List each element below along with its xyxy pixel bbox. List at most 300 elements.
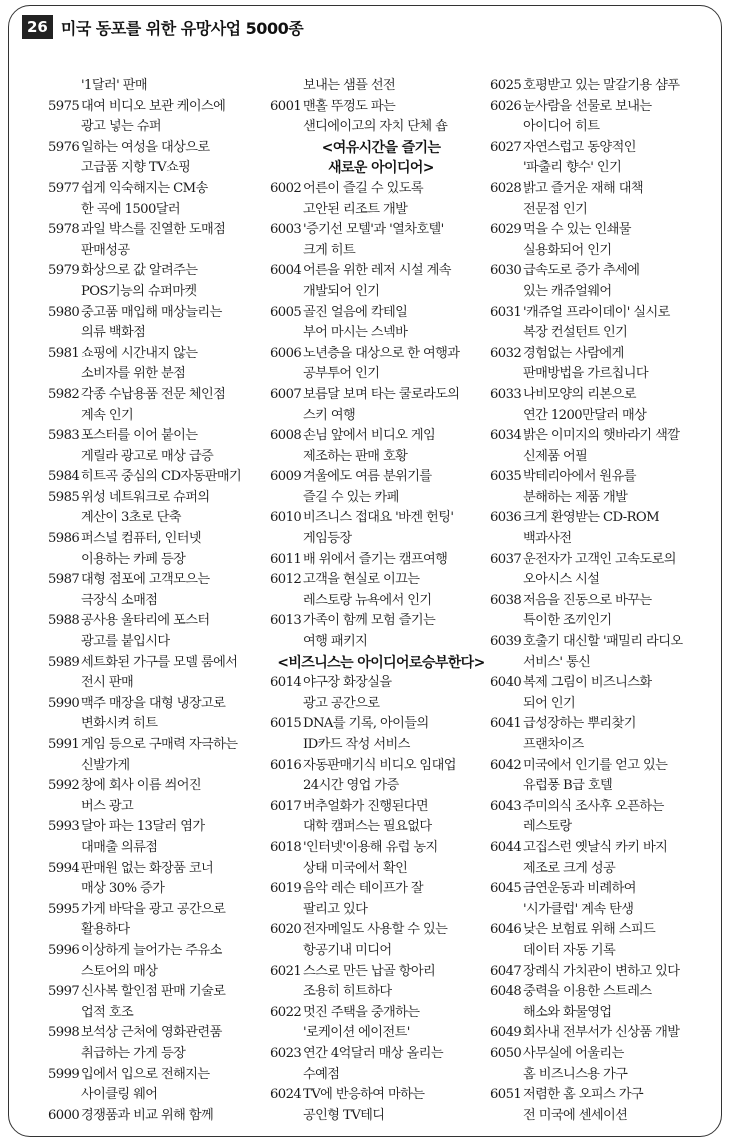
- item-number: 6038: [490, 592, 522, 608]
- list-item: [48, 179, 270, 200]
- list-item: [48, 488, 270, 509]
- item-title: 겨울에도 여름 분위기를: [303, 469, 432, 485]
- list-item: [490, 385, 722, 406]
- list-item: [270, 261, 492, 282]
- item-title: '인터넷'이용해 유럽 농지: [303, 839, 438, 855]
- list-item: [270, 838, 492, 859]
- item-continuation: POS기능의 슈퍼마켓: [81, 283, 197, 299]
- item-number: 5981: [48, 345, 80, 361]
- item-title: 노년층을 대상으로 한 여행과: [303, 345, 460, 361]
- item-continuation: 수예점: [303, 1066, 340, 1082]
- item-title: 전자메일도 사용할 수 있는: [303, 922, 448, 938]
- item-number: 5985: [48, 489, 80, 505]
- item-number: 6002: [270, 180, 302, 196]
- item-title: 장례식 가치관이 변하고 있다: [523, 963, 680, 979]
- item-continuation: '파출리 향수' 인기: [523, 160, 622, 176]
- item-continuation: 데이터 자동 기록: [523, 942, 616, 958]
- item-number: 5976: [48, 139, 80, 155]
- item-continuation: 개발되어 인기: [303, 283, 380, 299]
- item-continuation: 아이디어 히트: [523, 119, 600, 135]
- list-item: [270, 97, 492, 118]
- item-title: 밝은 이미지의 햇바라기 색깔: [523, 428, 680, 444]
- item-continuation: '로케이션 에이전트': [303, 1025, 410, 1041]
- item-continuation: 프랜차이즈: [523, 737, 584, 752]
- item-number: 6026: [490, 98, 522, 114]
- item-title: 쉽게 익숙해지는 CM송: [81, 180, 208, 196]
- item-number: 6033: [490, 386, 522, 402]
- list-item: [490, 982, 722, 1003]
- item-title: 박테리아에서 원유를: [523, 469, 636, 485]
- item-number: 6051: [490, 1087, 522, 1103]
- item-title: 맨홀 뚜껑도 파는: [303, 98, 396, 114]
- item-title: 먹을 수 있는 인쇄물: [523, 222, 631, 238]
- item-title: 주미의식 조사후 오픈하는: [523, 798, 664, 814]
- list-item: [490, 1044, 722, 1065]
- list-item: [270, 220, 492, 241]
- list-item: [490, 920, 722, 941]
- item-continuation: 샌디에이고의 자치 단체 숍: [303, 119, 448, 135]
- item-continuation: 게임등장: [303, 531, 352, 547]
- item-title: 일하는 여성을 대상으로: [81, 139, 210, 155]
- item-title: 중고품 매입해 매상늘리는: [81, 304, 222, 320]
- item-number: 5980: [48, 304, 80, 320]
- item-title: 사무실에 어울리는: [523, 1045, 624, 1061]
- item-number: 6037: [490, 551, 522, 567]
- item-number: 6007: [270, 386, 302, 402]
- list-item: [270, 550, 492, 571]
- item-continuation: 극장식 소매점: [81, 592, 158, 608]
- item-number: 6048: [490, 984, 522, 1000]
- item-continuation: 제조로 크게 성공: [523, 860, 616, 876]
- item-title: 저음을 진동으로 바꾸는: [523, 592, 652, 608]
- item-number: 6021: [270, 963, 302, 979]
- item-continuation: 업적 호조: [81, 1004, 134, 1020]
- item-title: 고집스런 옛날식 카키 바지: [523, 839, 668, 855]
- item-title: 미국에서 인기를 얻고 있는: [523, 757, 668, 773]
- list-item: [490, 97, 722, 118]
- list-item: [490, 632, 722, 653]
- item-continuation: 매상 30% 증가: [81, 881, 165, 897]
- item-continuation: '시가클럽' 계속 탄생: [523, 901, 634, 917]
- list-item: [270, 508, 492, 529]
- item-number: 6016: [270, 757, 302, 773]
- item-title: 밝고 즐거운 재해 대책: [523, 180, 644, 196]
- list-item: [490, 261, 722, 282]
- item-number: 6036: [490, 510, 522, 526]
- list-item: [490, 673, 722, 694]
- list-item: [270, 673, 492, 694]
- item-number: 6008: [270, 428, 302, 444]
- item-continuation: 전문점 인기: [523, 201, 588, 217]
- item-title: 세트화된 가구를 모델 룸에서: [81, 654, 238, 670]
- item-continuation: 즐길 수 있는 카페: [303, 489, 399, 505]
- item-number: 6042: [490, 757, 522, 773]
- list-item: [490, 756, 722, 777]
- item-number: 6010: [270, 510, 302, 526]
- list-item: [270, 611, 492, 632]
- list-item: [48, 344, 270, 365]
- item-continuation: 서비스' 통신: [523, 654, 591, 670]
- page-number: 26: [22, 15, 53, 39]
- item-title: 호출기 대신할 '패밀리 라디오: [523, 634, 683, 650]
- item-continuation: 공부투어 인기: [303, 366, 380, 382]
- item-title: 퍼스널 컴퓨터, 인터넷: [81, 531, 202, 547]
- item-continuation: 사이클링 웨어: [81, 1087, 158, 1103]
- list-item: [270, 1003, 492, 1024]
- item-continuation: 해소와 화물영업: [523, 1004, 612, 1020]
- item-continuation: 상태 미국에서 확인: [303, 860, 408, 876]
- item-continuation: 여행 패키지: [303, 634, 368, 650]
- item-title: 달아 파는 13달러 염가: [81, 819, 205, 835]
- item-continuation: 팔리고 있다: [303, 901, 368, 917]
- item-continuation: 유럽풍 B급 호텔: [523, 778, 613, 794]
- list-item: [48, 138, 270, 159]
- item-number: 6018: [270, 839, 302, 855]
- item-number: 5996: [48, 942, 80, 958]
- item-number: 5995: [48, 901, 80, 917]
- item-number: 6034: [490, 428, 522, 444]
- item-continuation: 광고를 붙입시다: [81, 634, 170, 650]
- list-item: [490, 138, 722, 159]
- item-title: 골진 얼음에 칵테일: [303, 304, 408, 320]
- item-title: 입에서 입으로 전해지는: [81, 1066, 210, 1082]
- item-title: 낮은 보험료 위해 스피드: [523, 922, 656, 938]
- item-continuation: '1달러' 판매: [81, 78, 147, 93]
- item-number: 6025: [490, 78, 522, 93]
- page-header: [22, 14, 303, 40]
- item-number: 6005: [270, 304, 302, 320]
- item-number: 6032: [490, 345, 522, 361]
- item-continuation: 활용하다: [81, 922, 130, 938]
- item-number: 5988: [48, 613, 80, 629]
- item-title: 히트곡 중심의 CD자동판매기: [81, 469, 242, 485]
- item-number: 6000: [48, 1107, 80, 1123]
- item-number: 5993: [48, 819, 80, 835]
- list-item: [48, 570, 270, 591]
- item-number: 6043: [490, 798, 522, 814]
- item-continuation: 고급품 지향 TV쇼핑: [81, 160, 191, 176]
- item-title: 각종 수납용품 전문 체인점: [81, 386, 226, 402]
- list-item: [490, 714, 722, 735]
- item-continuation: 특이한 조끼인기: [523, 613, 612, 629]
- item-continuation: 공인형 TV테디: [303, 1107, 385, 1123]
- item-continuation: 대매출 의류점: [81, 839, 158, 855]
- list-item: [270, 756, 492, 777]
- list-item: [490, 550, 722, 571]
- list-item: [490, 344, 722, 365]
- item-title: 손님 앞에서 비디오 게임: [303, 428, 436, 444]
- item-title: 저렴한 홈 오피스 가구: [523, 1087, 644, 1103]
- item-number: 5998: [48, 1025, 80, 1041]
- item-title: 가족이 함께 모험 즐기는: [303, 613, 436, 629]
- item-continuation: 변화시켜 히트: [81, 716, 158, 732]
- item-title: 공사용 울타리에 포스터: [81, 613, 210, 629]
- list-item: [490, 76, 722, 97]
- list-item: [48, 900, 270, 921]
- list-item: [48, 694, 270, 715]
- item-number: 5983: [48, 428, 80, 444]
- list-item: [48, 817, 270, 838]
- item-number: 6006: [270, 345, 302, 361]
- item-continuation: 백과사전: [523, 531, 572, 547]
- item-title: 음악 레슨 테이프가 잘: [303, 881, 424, 897]
- item-title: 나비모양의 리본으로: [523, 386, 636, 402]
- section-heading: <비즈니스는 아이디어로승부한다>: [277, 654, 485, 671]
- item-title: 자연스럽고 동양적인: [523, 139, 636, 155]
- item-continuation: 소비자를 위한 분점: [81, 366, 186, 382]
- item-number: 5989: [48, 654, 80, 670]
- item-title: 창에 회사 이름 씌어진: [81, 778, 202, 794]
- list-item: [48, 220, 270, 241]
- item-title: 가게 바닥을 광고 공간으로: [81, 901, 226, 917]
- list-item: [490, 1085, 722, 1106]
- item-continuation: 있는 캐쥬얼웨어: [523, 283, 612, 299]
- item-continuation: ID카드 작성 서비스: [303, 737, 410, 752]
- item-number: 6004: [270, 263, 302, 279]
- item-continuation: 되어 인기: [523, 695, 576, 711]
- item-number: 5992: [48, 778, 80, 794]
- item-title: 게임 등으로 구매력 자극하는: [81, 737, 238, 752]
- list-item: [490, 879, 722, 900]
- item-number: 6044: [490, 839, 522, 855]
- item-title: 위성 네트워크로 슈퍼의: [81, 489, 210, 505]
- item-title: 대형 점포에 고객모으는: [81, 572, 210, 588]
- list-item: [48, 1106, 270, 1127]
- item-title: '증기선 모텔'과 '열차호텔': [303, 222, 444, 238]
- item-title: 과일 박스를 진열한 도매점: [81, 222, 226, 238]
- item-number: 6020: [270, 922, 302, 938]
- item-number: 6014: [270, 675, 302, 691]
- list-item: [270, 714, 492, 735]
- list-item: [490, 179, 722, 200]
- list-item: [490, 508, 722, 529]
- item-continuation: 버스 광고: [81, 798, 134, 814]
- item-continuation: 24시간 영업 가증: [303, 778, 399, 794]
- item-continuation: 스토어의 매상: [81, 963, 158, 979]
- item-title: 멋진 주택을 중개하는: [303, 1004, 420, 1020]
- item-title: 배 위에서 즐기는 캠프여행: [303, 551, 448, 567]
- item-title: 금연운동과 비례하여: [523, 881, 636, 897]
- item-continuation: 신발가게: [81, 757, 130, 773]
- list-item: [48, 97, 270, 118]
- list-item: [270, 1085, 492, 1106]
- item-continuation: 한 곡에 1500달러: [81, 201, 181, 217]
- item-continuation: 광고 공간으로: [303, 695, 380, 711]
- item-number: 6041: [490, 716, 522, 732]
- item-number: 6019: [270, 881, 302, 897]
- item-title: 보름달 보며 타는 쿨로라도의: [303, 386, 460, 402]
- item-continuation: 복장 컨설턴트 인기: [523, 325, 628, 341]
- list-item: [270, 426, 492, 447]
- item-title: DNA를 기록, 아이들의: [303, 716, 429, 732]
- item-number: 6011: [270, 551, 302, 567]
- item-number: 6046: [490, 922, 522, 938]
- list-item: [48, 1065, 270, 1086]
- item-continuation: 계산이 3초로 단축: [81, 510, 181, 526]
- item-continuation: 게릴라 광고로 매상 급증: [81, 448, 214, 464]
- list-item: [490, 1023, 722, 1044]
- item-number: 5997: [48, 984, 80, 1000]
- column-right: [490, 76, 722, 1126]
- list-item: [270, 344, 492, 365]
- book-title: 미국 동포를 위한 유망사업 5000종: [60, 18, 304, 38]
- list-item: [490, 797, 722, 818]
- list-item: [270, 303, 492, 324]
- item-continuation: 광고 넣는 슈퍼: [81, 119, 162, 135]
- item-number: 5994: [48, 860, 80, 876]
- item-number: 6045: [490, 881, 522, 897]
- item-title: 야구장 화장실을: [303, 675, 392, 691]
- item-continuation: 전시 판매: [81, 675, 134, 691]
- item-title: 고객을 현실로 이끄는: [303, 572, 420, 588]
- item-continuation: 부어 마시는 스넥바: [303, 325, 408, 341]
- item-number: 6024: [270, 1087, 302, 1103]
- item-number: 5986: [48, 531, 80, 547]
- item-title: 이상하게 늘어가는 주유소: [81, 942, 222, 958]
- item-title: 신사복 할인점 판매 기술로: [81, 984, 226, 1000]
- item-continuation: 제조하는 판매 호황: [303, 448, 408, 464]
- item-title: 판매원 없는 화장품 코너: [81, 860, 214, 876]
- list-item: [270, 385, 492, 406]
- item-continuation: 크게 히트: [303, 242, 356, 258]
- item-number: 6001: [270, 98, 302, 114]
- item-continuation: 보내는 샘플 선전: [303, 78, 396, 93]
- item-title: 맥주 매장을 대형 냉장고로: [81, 695, 226, 711]
- item-title: 중력을 이용한 스트레스: [523, 984, 652, 1000]
- item-continuation: 조용히 히트하다: [303, 984, 392, 1000]
- item-number: 5987: [48, 572, 80, 588]
- item-continuation: 레스토랑: [523, 819, 572, 835]
- item-title: 회사내 전부서가 신상품 개발: [523, 1025, 680, 1041]
- item-continuation: 항공기내 미디어: [303, 942, 392, 958]
- item-number: 6039: [490, 634, 522, 650]
- item-number: 6003: [270, 222, 302, 238]
- list-item: [48, 982, 270, 1003]
- item-number: 5982: [48, 386, 80, 402]
- item-continuation: 계속 인기: [81, 407, 134, 423]
- item-number: 6013: [270, 613, 302, 629]
- item-number: 5990: [48, 695, 80, 711]
- item-continuation: 취급하는 가게 등장: [81, 1045, 186, 1061]
- item-title: 경쟁품과 비교 위해 함께: [81, 1107, 214, 1123]
- item-title: 운전자가 고객인 고속도로의: [523, 551, 676, 567]
- list-item: [48, 776, 270, 797]
- item-continuation: 홈 비즈니스용 가구: [523, 1066, 628, 1082]
- item-title: 연간 4억달러 매상 올리는: [303, 1045, 443, 1061]
- list-item: [48, 1023, 270, 1044]
- column-left: [48, 76, 270, 1126]
- list-item: [48, 303, 270, 324]
- list-item: [48, 529, 270, 550]
- list-item: [48, 859, 270, 880]
- item-number: 5984: [48, 469, 80, 485]
- item-title: 스스로 만든 납골 항아리: [303, 963, 436, 979]
- list-item: [490, 220, 722, 241]
- item-number: 6009: [270, 469, 302, 485]
- column-middle: [270, 76, 492, 1126]
- list-item: [48, 426, 270, 447]
- item-title: 비즈니스 접대요 '바겐 헌팅': [303, 510, 454, 526]
- item-title: 포스터를 이어 붙이는: [81, 428, 198, 444]
- item-continuation: 대학 캠퍼스는 필요없다: [303, 819, 432, 835]
- item-number: 5975: [48, 98, 80, 114]
- section-heading: <여유시간을 즐기는: [321, 139, 441, 156]
- item-continuation: 실용화되어 인기: [523, 242, 612, 258]
- item-title: '캐쥬얼 프라이데이' 실시로: [523, 304, 670, 320]
- item-continuation: 판매성공: [81, 242, 130, 258]
- list-item: [490, 467, 722, 488]
- item-continuation: 이용하는 카페 등장: [81, 551, 186, 567]
- item-number: 6023: [270, 1045, 302, 1061]
- item-number: 6050: [490, 1045, 522, 1061]
- item-title: 어른을 위한 레저 시설 계속: [303, 263, 451, 279]
- list-item: [270, 797, 492, 818]
- item-number: 6031: [490, 304, 522, 320]
- item-number: 6022: [270, 1004, 302, 1020]
- list-item: [270, 179, 492, 200]
- list-item: [270, 920, 492, 941]
- item-title: 버추얼화가 진행된다면: [303, 798, 428, 814]
- list-item: [490, 962, 722, 983]
- item-title: 눈사람을 선물로 보내는: [523, 98, 652, 114]
- list-item: [48, 735, 270, 756]
- list-item: [490, 591, 722, 612]
- list-item: [270, 570, 492, 591]
- item-title: 복제 그림이 비즈니스화: [523, 675, 652, 691]
- item-continuation: 전 미국에 센세이션: [523, 1107, 628, 1123]
- item-title: 자동판매기식 비디오 임대업: [303, 757, 456, 773]
- item-continuation: 연간 1200만달러 매상: [523, 407, 647, 423]
- list-item: [490, 303, 722, 324]
- item-number: 6030: [490, 263, 522, 279]
- item-number: 6049: [490, 1025, 522, 1041]
- item-number: 6040: [490, 675, 522, 691]
- section-heading: 새로운 아이디어>: [328, 160, 434, 177]
- item-title: 크게 환영받는 CD-ROM: [523, 510, 660, 526]
- item-continuation: 분해하는 제품 개발: [523, 489, 628, 505]
- list-item: [48, 611, 270, 632]
- item-title: 급성장하는 뿌리찾기: [523, 716, 636, 732]
- item-number: 5979: [48, 263, 80, 279]
- list-item: [270, 962, 492, 983]
- item-number: 5991: [48, 737, 80, 752]
- item-number: 6027: [490, 139, 522, 155]
- item-continuation: 판매방법을 가르칩니다: [523, 366, 648, 382]
- item-number: 6012: [270, 572, 302, 588]
- list-item: [48, 467, 270, 488]
- item-title: 쇼핑에 시간내지 않는: [81, 345, 198, 361]
- list-item: [490, 838, 722, 859]
- item-number: 5999: [48, 1066, 80, 1082]
- list-item: [48, 941, 270, 962]
- list-item: [270, 879, 492, 900]
- item-continuation: 스키 여행: [303, 407, 356, 423]
- item-number: 6015: [270, 716, 302, 732]
- item-title: 화상으로 값 알려주는: [81, 263, 198, 279]
- item-number: 6035: [490, 469, 522, 485]
- list-item: [48, 261, 270, 282]
- item-number: 6028: [490, 180, 522, 196]
- item-number: 6047: [490, 963, 522, 979]
- item-title: 대여 비디오 보관 케이스에: [81, 98, 226, 114]
- list-item: [48, 385, 270, 406]
- item-title: 보석상 근처에 영화관련품: [81, 1025, 222, 1041]
- item-title: TV에 반응하여 마하는: [303, 1087, 425, 1103]
- item-continuation: 의류 백화점: [81, 325, 146, 341]
- list-item: [270, 467, 492, 488]
- item-title: 급속도로 증가 추세에: [523, 263, 640, 279]
- item-continuation: 오아시스 시설: [523, 572, 600, 588]
